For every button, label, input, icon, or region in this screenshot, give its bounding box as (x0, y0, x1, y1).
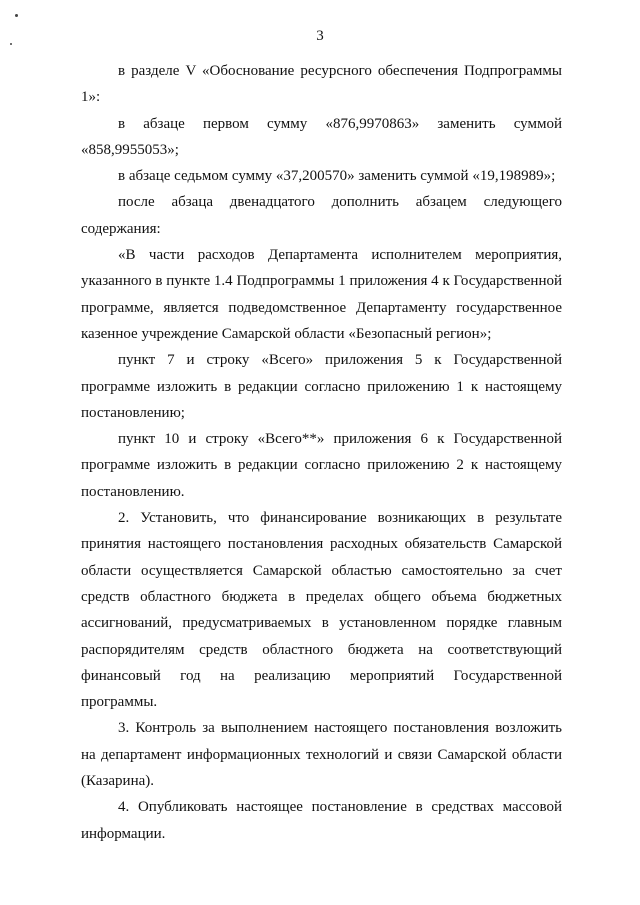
paragraph: пункт 7 и строку «Всего» приложения 5 к Государственной программе изложить в редакции согласно приложению 1 к настоящему постановлению; (81, 352, 562, 421)
paragraph: в абзаце седьмом сумму «37,200570» заменить суммой «19,198989»; (118, 168, 556, 185)
paragraph: 3. Контроль за выполнением настоящего постановления возложить на департамент информационных технологий и связи Самарской области (Казарина). (81, 720, 562, 790)
paragraph: 4. Опубликовать настоящее постановление в средствах массовой информации. (81, 799, 562, 842)
paragraph: пункт 10 и строку «Всего**» приложения 6 к Государственной программе изложить в редакции согласно приложению 2 к настоящему постановлению. (81, 431, 562, 500)
paragraph: в разделе V «Обоснование ресурсного обеспечения Подпрограммы 1»: (81, 63, 562, 106)
document-body (81, 58, 562, 847)
scan-speck (15, 14, 18, 17)
page-number: 3 (316, 28, 324, 44)
paragraph: «В части расходов Департамента исполнителем мероприятия, указанного в пункте 1.4 Подпрограммы 1 приложения 4 к Государственной программе, является подведомственное Департаменту государственное казенное учреждение Самарской области «Безопасный регион»; (81, 247, 562, 342)
paragraph: в абзаце первом сумму «876,9970863» заменить суммой «858,9955053»; (81, 115, 562, 158)
paragraph: после абзаца двенадцатого дополнить абзацем следующего содержания: (81, 194, 562, 237)
paragraph: 2. Установить, что финансирование возникающих в результате принятия настоящего постановления расходных обязательств Самарской области осуществляется Самарской областью самостоятельно за счет средств областного бюджета в пределах общего объема бюджетных ассигнований, предусматриваемых в установленном порядке главным распорядителям средств областного бюджета на соответствующий финансовый год на реализацию мероприятий Государственной программы. (81, 510, 562, 711)
